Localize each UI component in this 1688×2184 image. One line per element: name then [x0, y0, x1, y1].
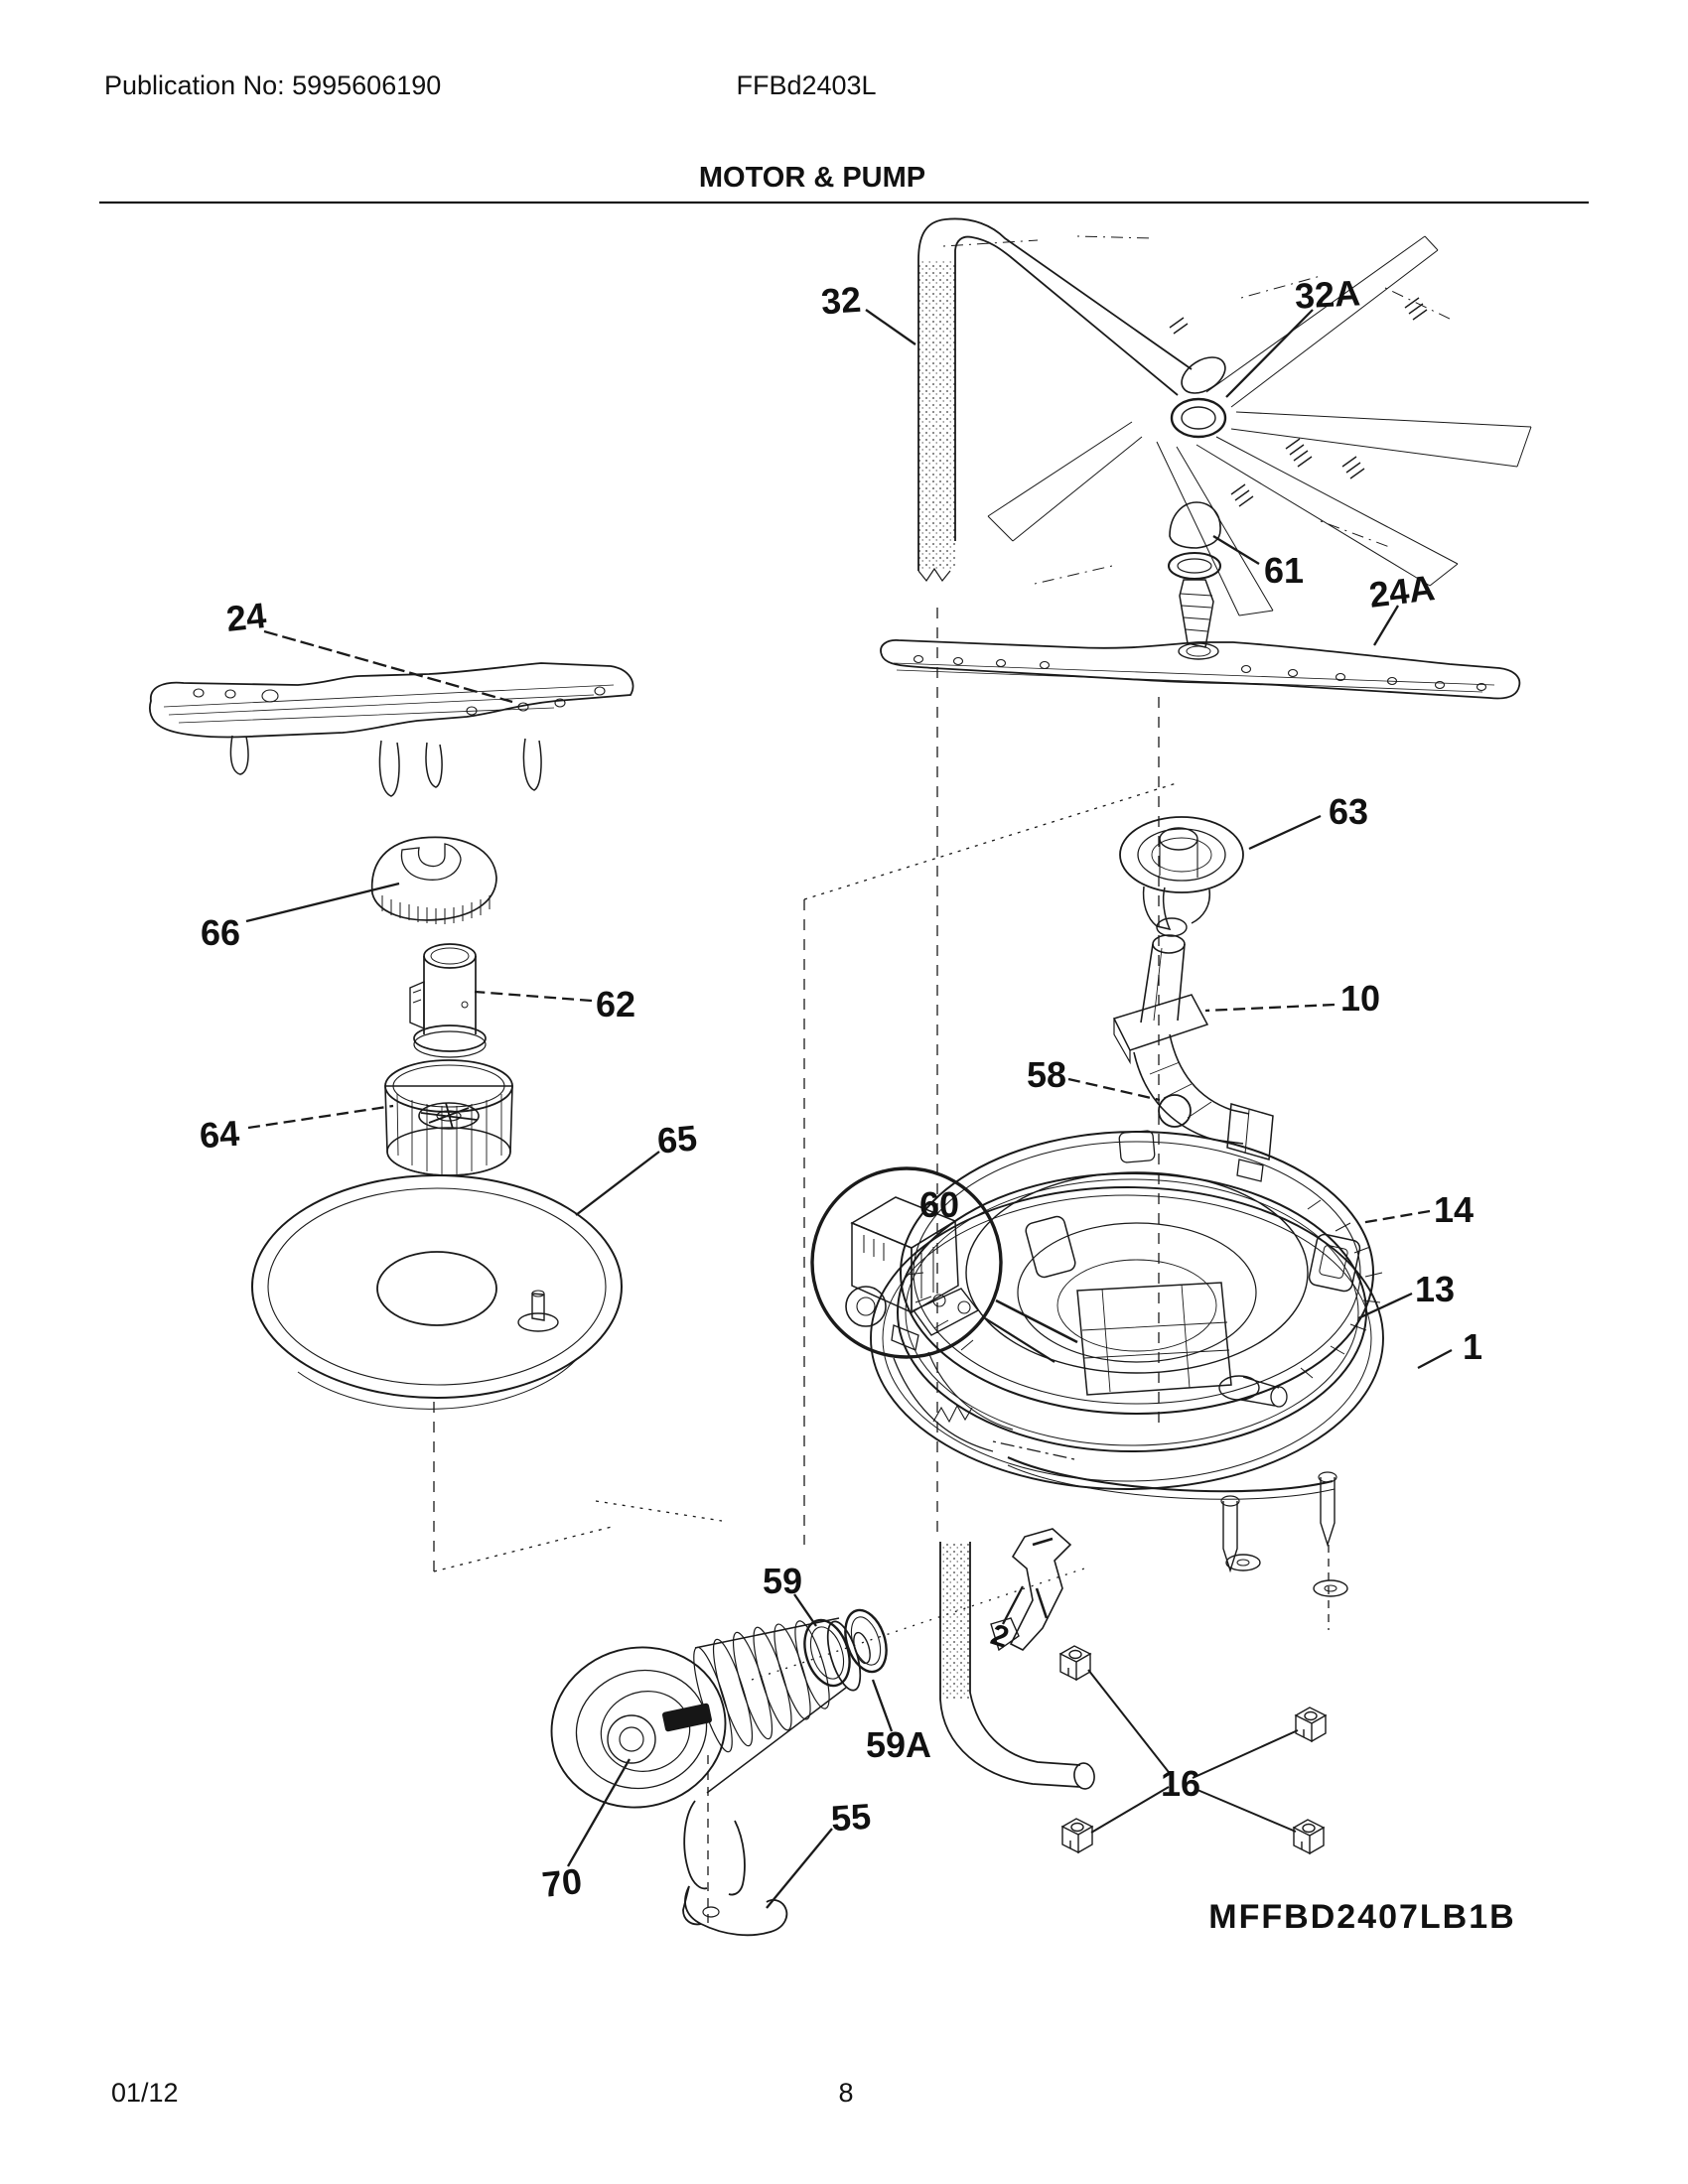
pump-cover-drawing	[372, 837, 496, 924]
tube-seal-ring-drawing	[1172, 350, 1231, 437]
model-number: FFBd2403L	[736, 70, 877, 100]
part-label-63: 63	[1328, 791, 1369, 832]
part-label-70: 70	[539, 1860, 585, 1905]
motor-bracket-drawing	[683, 1801, 786, 1935]
part-label-14: 14	[1433, 1189, 1475, 1230]
part-label-13: 13	[1414, 1269, 1456, 1309]
fill-tube-drawing	[1114, 935, 1273, 1181]
part-label-24: 24	[223, 595, 269, 639]
stream-director-drawing	[1169, 502, 1220, 647]
part-label-59a: 59A	[865, 1724, 932, 1765]
impeller-hub-drawing	[410, 944, 486, 1057]
part-label-62: 62	[595, 984, 636, 1024]
part-label-24a: 24A	[1366, 567, 1438, 615]
part-label-16: 16	[1160, 1763, 1201, 1804]
footer-date: 01/12	[111, 2078, 179, 2108]
publication-number: Publication No: 5995606190	[104, 70, 442, 100]
spray-arm-support-drawing	[943, 236, 1531, 615]
motor-drawing	[533, 1618, 873, 1827]
part-label-61: 61	[1263, 550, 1305, 591]
page-title: MOTOR & PUMP	[698, 162, 926, 194]
part-label-32: 32	[819, 278, 863, 323]
filter-basket-drawing	[385, 1060, 512, 1175]
part-label-64: 64	[198, 1112, 241, 1157]
funnel-drawing	[1120, 817, 1243, 936]
upper-supply-tube-drawing	[918, 218, 1192, 581]
mounting-clips-drawing	[1060, 1646, 1326, 1853]
lower-spray-arm-drawing	[881, 640, 1519, 699]
upper-spray-arm-drawing	[150, 663, 633, 796]
part-label-10: 10	[1339, 978, 1381, 1019]
part-label-58: 58	[1026, 1054, 1067, 1095]
part-label-65: 65	[655, 1117, 699, 1161]
diagram-code: MFFBD2407LB1B	[1208, 1898, 1516, 1936]
part-label-1: 1	[1462, 1326, 1483, 1367]
part-label-60: 60	[918, 1184, 960, 1225]
footer-page-number: 8	[838, 2078, 854, 2108]
lower-supply-tube-drawing	[933, 1406, 1096, 1790]
part-label-55: 55	[829, 1795, 873, 1840]
part-label-32a: 32A	[1293, 272, 1362, 317]
filter-plate-drawing	[252, 1175, 622, 1409]
part-label-2: 2	[986, 1618, 1013, 1655]
part-label-59: 59	[762, 1561, 803, 1601]
part-label-66: 66	[200, 912, 241, 953]
